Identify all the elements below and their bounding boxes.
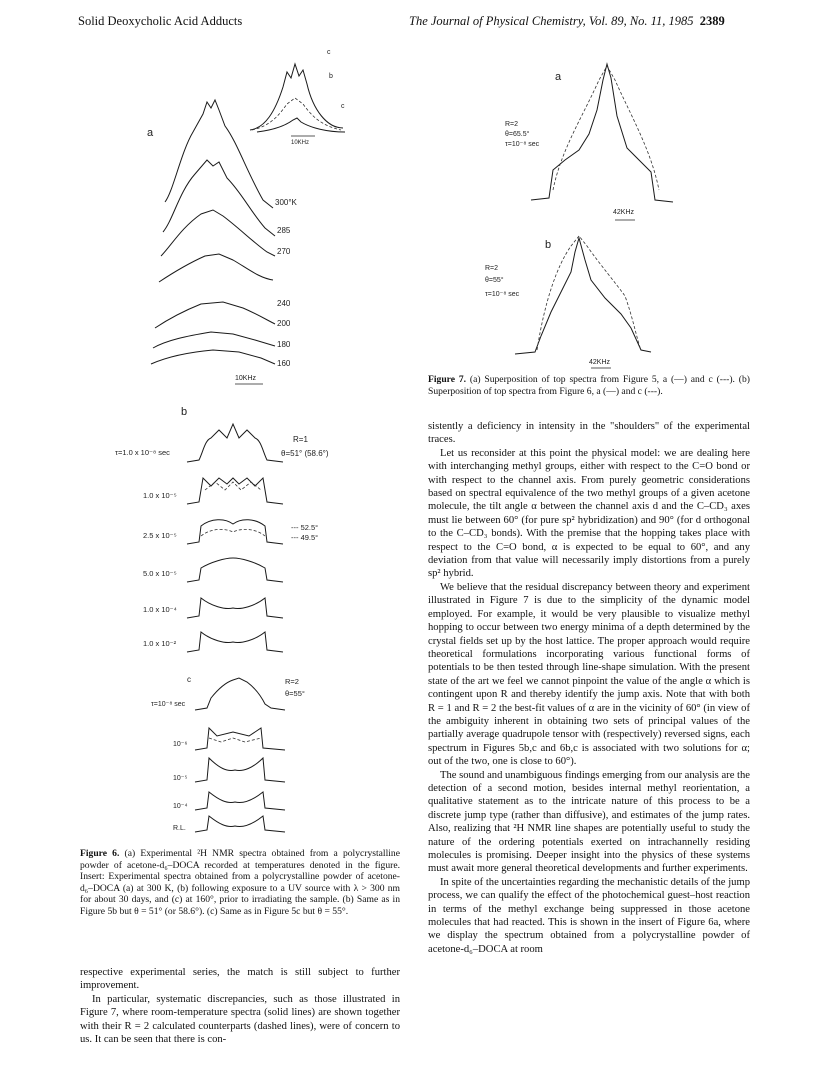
figure-7-caption [428,374,750,397]
tau-1e-8-c: τ=10⁻⁸ sec [151,701,186,708]
angle-52-5: --- 52.5° [291,523,319,532]
tau-2-5e-5: 2.5 x 10⁻⁵ [143,531,177,540]
tau-1e-2: 1.0 x 10⁻² [143,639,177,648]
left-column-text [80,966,400,1046]
right-paragraph-2: Let us reconsider at this point the physical model: we are dealing here with interchanging methyl groups, either with respect to the C=O bond or with respect to the channel axis. From purely geometric considerations based on spectral equivalence of the two methyl groups of a given acetone molecule, the tilt angle α between the channel axis d and the C–CD₃ axes must lie between 60° (for pure sp² hybridization) and 90° (for d orthogonal to the C–CD₃ bonds). With the premise that the hopping takes place with respect to the C=O bond, α is expected to be equal to 60°, and any deviation from that value will necessarily imply distortions from a purely sp² hybrid. [428,447,750,580]
fig7-a-r: R=2 [505,121,519,128]
left-paragraph-2: In particular, systematic discrepancies, such as those illustrated in Figure 7, where room-temperature spectra (solid lines) are shown together with their R = 2 calculated counterparts (dashed lines), were of concern to us. It can be seen that there is con- [80,993,400,1046]
journal-citation: The Journal of Physical Chemistry, Vol. 89, No. 11, 1985 [409,14,694,28]
inset-label-b: b [329,73,333,80]
fig7-b-scale: 42KHz [589,359,611,366]
tau-spectra-c [195,678,285,832]
fig7-b-theta: θ=55° [485,277,504,284]
panel-label-c: c [187,675,191,684]
figure-6-caption-text: (a) Experimental ²H NMR spectra obtained from a polycrystalline powder of acetone-d₆–DOCA recorded at temperatures denoted in the figure. Insert: Experimental spectra obtained from a polycrystalline powder of acetone-d₆–DOCA (a) at 300 K, (b) following exposure to a UV source with λ > 300 nm for about 30 days, and (c) at 160°, prior to irradiating the sample. (b) Same as in Figure 5b but θ = 51° (or 58.6°). (c) Same as in Figure 5c but θ = 55°. [80,848,400,917]
fig7-b-tau: τ=10⁻⁸ sec [485,291,520,298]
fig7-a-tau: τ=10⁻⁸ sec [505,141,540,148]
figure-6b [115,400,415,660]
figure-7-caption-text: (a) Superposition of top spectra from Figure 5, a (—) and c (---). (b) Superposition of top spectra from Figure 6, a (—) and c (---). [428,374,750,397]
inset-scale: 10KHz [291,140,310,146]
angle-49-5: --- 49.5° [291,533,319,542]
temp-label-240: 240 [277,299,291,308]
fig7-a-theta: θ=65.5° [505,131,530,138]
tau-1e-5-c: 10⁻⁵ [173,775,188,782]
temp-label-300: 300°K [275,198,297,207]
tau-1e-8: τ=1.0 x 10⁻⁸ sec [115,448,170,457]
running-header-journal [409,14,725,29]
tau-1e-4-c: 10⁻⁴ [173,803,188,810]
param-theta-c: θ=55° [285,689,305,698]
left-paragraph-1: respective experimental series, the match is still subject to further improvement. [80,967,400,992]
figure-6a [115,42,375,382]
temp-label-270: 270 [277,247,291,256]
tau-5e-5: 5.0 x 10⁻⁵ [143,569,177,578]
tau-1e-5: 1.0 x 10⁻⁵ [143,491,177,500]
figure-7 [475,50,775,385]
right-paragraph-3: We believe that the residual discrepancy between theory and experiment illustrated in Figure 7 is due to the simplicity of the dynamic model employed. For example, it would be very plausible to visualize methyl hopping to occur between two energy minima of a depth determined by the crystal fields set up by the host lattice. The proper approach would require theoretical formulations incorporating various functional forms of potentials to be then tested through line-shape simulation. With the present state of the art we feel we cannot pinpoint the value of the angle α which is contingent upon R and thereby identify the jump axis. Note that with both R = 1 and R = 2 the best-fit values of α are in the vicinity of 60° (in view of the ambiguity inherent in obtaining two sets of principal values of the partially average quadrupole tensor with (respectively) reversed signs, each spectrum in Figures 5b,c and 6b,c is associated with two solutions for α; out of the two, one is close to 60°). [428,581,750,768]
fig7-b-r: R=2 [485,265,499,272]
fig7-panel-b: b [545,239,552,251]
scale-10khz: 10KHz [235,375,257,382]
temp-label-160: 160 [277,359,291,368]
page-number: 2389 [699,14,725,28]
running-header-title: Solid Deoxycholic Acid Adducts [78,14,243,28]
figure-6c [115,668,415,848]
inset-label-c-top: c [327,49,331,56]
right-paragraph-1: sistently a deficiency in intensity in the "shoulders" of the experimental traces. [428,421,750,446]
panel-label-b: b [181,406,188,418]
right-paragraph-4: The sound and unambiguous findings emerging from our analysis are the detection of a second motion, besides internal methyl reorientation, a qualitative statement as to the intricate nature of this process to be a discrete jump type (rather than diffusive), and estimates of the jump rates. Also, realizing that ²H NMR line shapes are potentially useful to study the nature of the ordering potentials exerted on intrachannelly residing molecules is promising. Deeper insight into the physics of these systems must await more general theoretical developments and further experiments. [428,769,750,875]
temp-label-180: 180 [277,340,291,349]
tau-1e-6-c: 10⁻⁶ [173,741,188,748]
fig7-a-scale: 42KHz [613,209,635,216]
tau-spectra-b [187,424,283,652]
param-r1: R=1 [293,435,308,444]
rl-label: R.L. [173,825,186,832]
param-r2: R=2 [285,677,299,686]
inset-label-c: c [341,103,345,110]
figure-7-caption-label: Figure 7. [428,374,467,385]
figure-6-caption [80,848,400,918]
param-theta-b: θ=51° (58.6°) [281,449,329,458]
panel-label-a: a [147,127,154,139]
right-column-text [428,420,750,956]
temp-label-285: 285 [277,226,291,235]
temperature-spectra [151,100,298,384]
tau-1e-4: 1.0 x 10⁻⁴ [143,605,177,614]
figure-6-caption-label: Figure 6. [80,848,120,859]
fig7-panel-a: a [555,71,562,83]
inset-spectra [250,49,345,146]
right-paragraph-5: In spite of the uncertainties regarding the mechanistic details of the jump process, we can qualify the effect of the photochemical guest–host reaction in terms of the methyl exchange being suppressed in those acetone molecules that had reacted. This is shown in the insert of Figure 6a, where we display the spectrum obtained from a polycrystalline powder of acetone-d₆–DOCA at room [428,876,750,955]
temp-label-200: 200 [277,319,291,328]
